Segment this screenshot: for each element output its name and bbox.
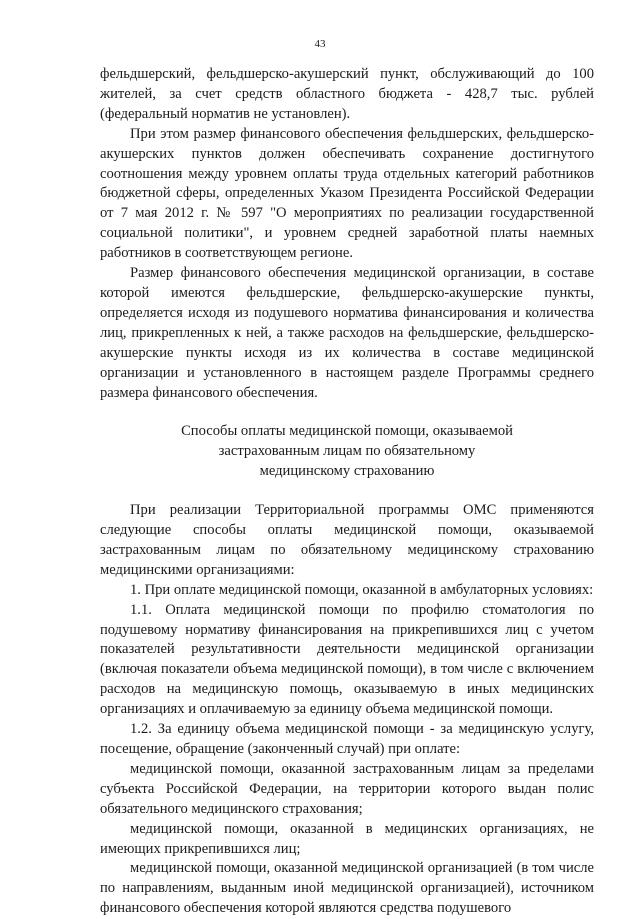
document-body [100, 65, 594, 919]
section-heading-line-3: медицинскому страхованию [259, 463, 435, 480]
page-number: 43 [314, 38, 326, 50]
paragraph-salary-ratio: При этом размер финансового обеспечения фельдшерских, фельдшерско-акушерских пунктов должен обеспечивать сохранение достигнутого соотношения между уровнем оплаты труда отдельных категорий работников бюджетной сферы, определенных Указом Президента Российской Федерации от 7 мая 2012 г. № 597 "О мероприятиях по реализации государственной социальной политики", и уровнем средней заработной платы наемных работников в соответствующем регионе. [100, 125, 594, 262]
paragraph-fap-norm: фельдшерский, фельдшерско-акушерский пункт, обслуживающий до 100 жителей, за счет средств областного бюджета - 428,7 тыс. рублей (федеральный норматив не установлен). [100, 66, 594, 122]
paragraph-referral-care: медицинской помощи, оказанной медицинской организацией (в том числе по направлениям, выданным иной медицинской организацией), источником финансового обеспечения которой являются средства подушевого [100, 860, 594, 917]
paragraph-no-attached-persons: медицинской помощи, оказанной в медицинских организациях, не имеющих прикрепившихся лиц; [100, 820, 594, 857]
section-heading-line-2: застрахованным лицам по обязательному [218, 443, 476, 460]
paragraph-item-1: 1. При оплате медицинской помощи, оказанной в амбулаторных условиях: [130, 581, 594, 598]
paragraph-item-1-2: 1.2. За единицу объема медицинской помощи - за медицинскую услугу, посещение, обращение (законченный случай) при оплате: [100, 721, 594, 757]
paragraph-organization-funding: Размер финансового обеспечения медицинской организации, в составе которой имеются фельдшерские, фельдшерско-акушерские пункты, определяется исходя из подушевого норматива финансирования и количества лиц, прикрепленных к ней, а также расходов на фельдшерские, фельдшерско-акушерские пункты исходя из их количества в составе медицинской организации и установленного в настоящем разделе Программы среднего размера финансового обеспечения. [100, 265, 594, 401]
paragraph-payment-methods-intro: При реализации Территориальной программы ОМС применяются следующие способы оплаты медицинской помощи, оказываемой застрахованным лицам по обязательному медицинскому страхованию медицинскими организациями: [100, 502, 594, 578]
section-heading [100, 422, 594, 482]
section-heading-line-1: Способы оплаты медицинской помощи, оказываемой [181, 423, 513, 440]
paragraph-item-1-1: 1.1. Оплата медицинской помощи по профилю стоматология по подушевому нормативу финансирования на прикрепившихся лиц с учетом показателей результативности деятельности медицинской организации (включая показатели объема медицинской помощи), в том числе с включением расходов на медицинскую помощь, оказываемую в иных медицинских организациях и оплачиваемую за единицу объема медицинской помощи. [100, 601, 594, 718]
paragraph-out-of-region-care: медицинской помощи, оказанной застрахованным лицам за пределами субъекта Российской Федерации, на территории которого выдан полис обязательного медицинского страхования; [100, 760, 594, 817]
